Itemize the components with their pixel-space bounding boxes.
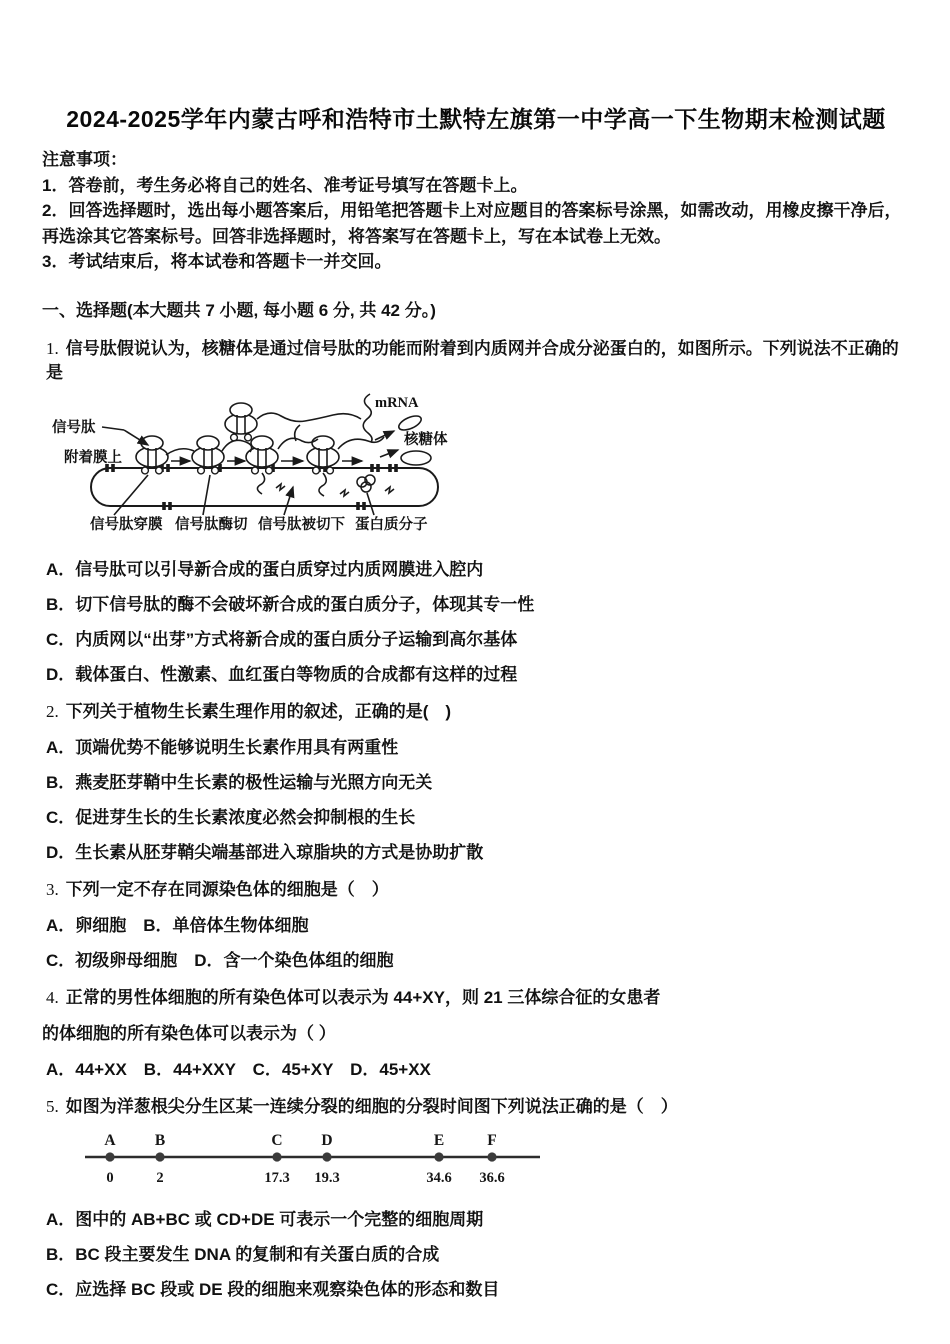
timeline-value-b: 2: [156, 1169, 164, 1186]
fig1-label-cross-membrane: 信号肽穿膜: [90, 516, 163, 533]
figure-division-timeline: [42, 1129, 910, 1196]
question-5: [42, 1095, 910, 1301]
signal-peptide-diagram: [44, 391, 544, 541]
timeline-value-e: 34.6: [426, 1169, 452, 1186]
question-5-number: 5.: [46, 1096, 59, 1116]
question-4-options: [42, 1059, 910, 1081]
question-3-options-cd: C．初级卵母细胞 D．含一个染色体组的细胞: [46, 950, 394, 970]
fig1-label-mrna: mRNA: [375, 394, 419, 411]
protein-molecule-shape: [357, 475, 375, 492]
question-1-option-a: A．信号肽可以引导新合成的蛋白质穿过内质网膜进入腔内: [46, 559, 484, 579]
timeline-point-c: C: [271, 1131, 283, 1149]
question-1: [42, 337, 910, 686]
question-5-options: [42, 1209, 910, 1301]
question-2-option-a: A．顶端优势不能够说明生长素作用具有两重性: [46, 737, 399, 757]
question-1-option-c: C．内质网以“出芽”方式将新合成的蛋白质分子运输到高尔基体: [46, 629, 518, 649]
fig1-label-enzyme-cleave: 信号肽酶切: [175, 516, 248, 533]
timeline-diagram: [42, 1129, 542, 1191]
page-title: 2024-2025学年内蒙古呼和浩特市土默特左旗第一中学高一下生物期末检测试题: [66, 106, 886, 132]
question-2-option-b: B．燕麦胚芽鞘中生长素的极性运输与光照方向无关: [46, 772, 433, 792]
question-4-stem-line2: 的体细胞的所有染色体可以表示为（ ）: [42, 1023, 336, 1043]
question-5-option-a: A．图中的 AB+BC 或 CD+DE 可表示一个完整的细胞周期: [46, 1209, 484, 1229]
question-1-number: 1.: [46, 338, 59, 358]
notice-item-1: 1．答卷前，考生务必将自己的姓名、准考证号填写在答题卡上。: [42, 175, 528, 195]
question-4-stem-line1: 正常的男性体细胞的所有染色体可以表示为 44+XY，则 21 三体综合征的女患者: [65, 987, 661, 1007]
question-3-stem: 下列一定不存在同源染色体的细胞是（ ）: [65, 879, 389, 899]
section-heading: 一、选择题(本大题共 7 小题, 每小题 6 分, 共 42 分。): [42, 300, 436, 320]
question-3-options-ab: A．卵细胞 B．单倍体生物体细胞: [46, 915, 309, 935]
fig1-label-cut-off: 信号肽被切下: [258, 516, 345, 533]
notice-item-3: 3．考试结束后，将本试卷和答题卡一并交回。: [42, 252, 392, 271]
question-5-option-c: C．应选择 BC 段或 DE 段的细胞来观察染色体的形态和数目: [46, 1279, 500, 1299]
question-4-options-abcd: A．44+XX B．44+XXY C．45+XY D．45+XX: [46, 1059, 431, 1079]
question-2-option-d: D．生长素从胚芽鞘尖端基部进入琼脂块的方式是协助扩散: [46, 842, 484, 862]
timeline-value-c: 17.3: [264, 1169, 290, 1186]
notice-heading: 注意事项：: [42, 150, 127, 169]
fig1-label-protein-molecule: 蛋白质分子: [355, 516, 428, 533]
question-2-options: [42, 737, 910, 864]
timeline-point-d: D: [321, 1131, 333, 1149]
question-4-number: 4.: [46, 987, 59, 1007]
question-2: [42, 700, 910, 864]
notice-section: [42, 147, 910, 275]
question-2-number: 2.: [46, 701, 59, 721]
question-3-options: [42, 915, 910, 972]
fig1-label-signal-peptide: 信号肽: [52, 419, 96, 436]
question-1-option-d: D．载体蛋白、性激素、血红蛋白等物质的合成都有这样的过程: [46, 664, 518, 684]
question-1-options: [42, 559, 910, 686]
question-3: [42, 878, 910, 972]
timeline-point-f: F: [487, 1131, 497, 1149]
timeline-point-b: B: [154, 1131, 166, 1149]
question-3-number: 3.: [46, 879, 59, 899]
free-ribosome: [225, 403, 361, 441]
notice-item-2: 2．回答选择题时，选出每小题答案后，用铅笔把答题卡上对应题目的答案标号涂黑，如需改动，用橡皮擦干净后，再选涂其它答案标号。回答非选择题时，将答案写在答题卡上，写在本试卷上无效。: [42, 201, 902, 246]
figure-signal-peptide: [44, 391, 910, 546]
timeline-value-f: 36.6: [479, 1169, 505, 1186]
question-2-option-c: C．促进芽生长的生长素浓度必然会抑制根的生长: [46, 807, 416, 827]
fig1-label-attached-membrane: 附着膜上: [64, 449, 122, 466]
fig1-label-ribosome: 核糖体: [404, 431, 448, 448]
timeline-point-e: E: [433, 1131, 445, 1149]
question-4: [42, 986, 910, 1081]
timeline-point-a: A: [104, 1131, 116, 1149]
question-5-option-b: B．BC 段主要发生 DNA 的复制和有关蛋白质的合成: [46, 1244, 440, 1264]
timeline-value-d: 19.3: [314, 1169, 340, 1186]
question-5-stem: 如图为洋葱根尖分生区某一连续分裂的细胞的分裂时间图下列说法正确的是（ ）: [65, 1096, 678, 1116]
timeline-value-a: 0: [106, 1169, 114, 1186]
question-2-stem: 下列关于植物生长素生理作用的叙述，正确的是( ): [65, 701, 452, 721]
question-1-option-b: B．切下信号肽的酶不会破坏新合成的蛋白质分子，体现其专一性: [46, 594, 535, 614]
question-1-stem: 信号肽假说认为，核糖体是通过信号肽的功能而附着到内质网并合成分泌蛋白的，如图所示。下列说法不正确的是: [46, 338, 899, 382]
